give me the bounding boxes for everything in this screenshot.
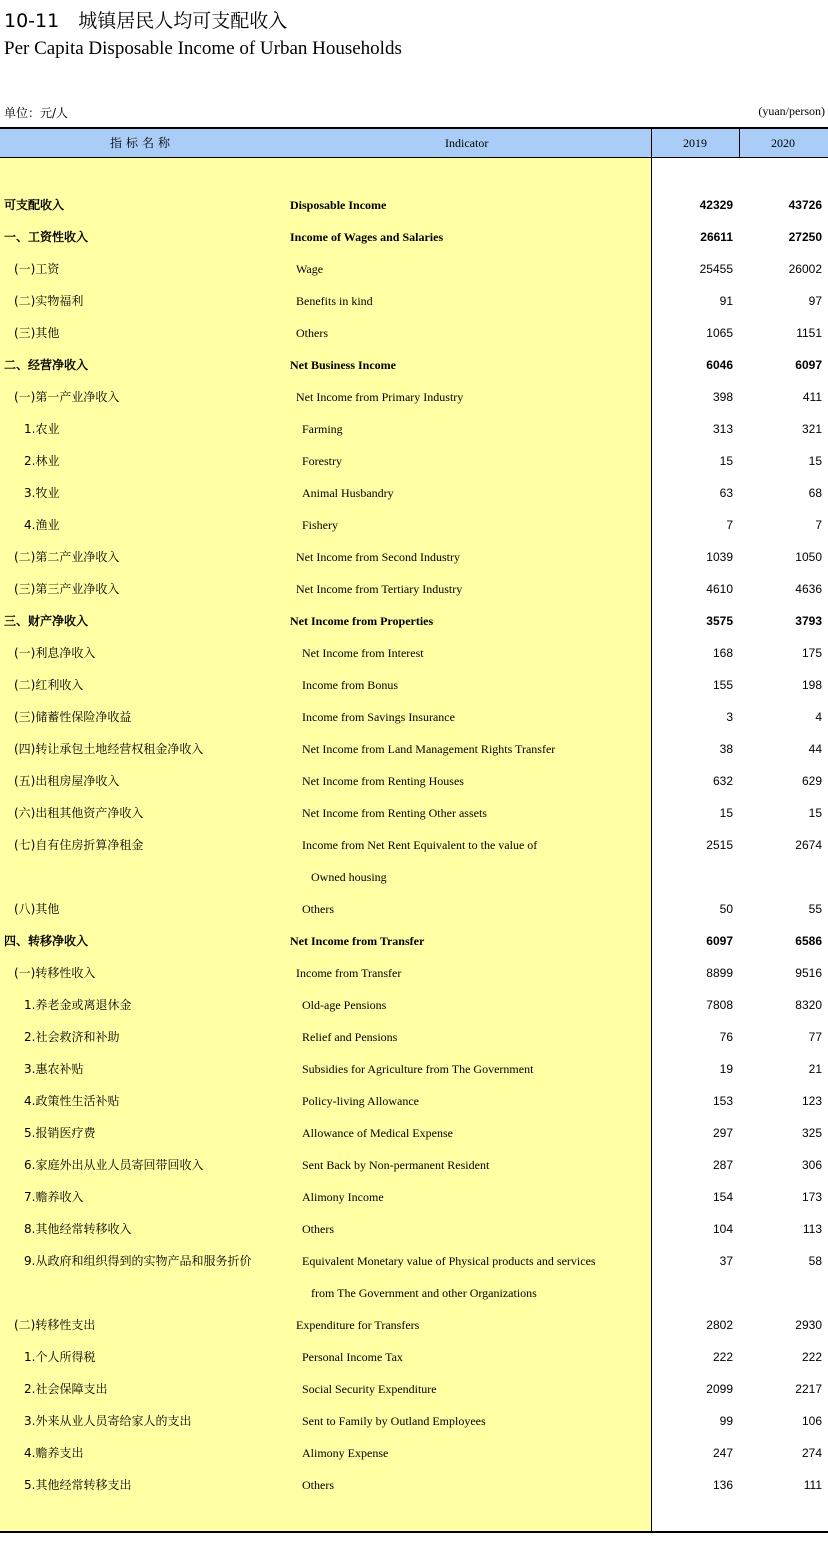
table-row [0,509,828,541]
indicator-en: Net Income from Renting Houses [302,774,464,788]
value-2019: 25455 [699,262,733,276]
header-year-2020: 2020 [771,136,795,150]
header-indicator-cn: 指标名称 [110,136,175,150]
indicator-cn: 可支配收入 [4,198,65,212]
value-2020: 306 [801,1158,822,1172]
table-row [0,1021,828,1053]
value-2020: 123 [801,1094,822,1108]
value-2019: 99 [719,1414,733,1428]
indicator-en: Net Income from Interest [302,646,424,660]
value-2020: 2217 [795,1382,822,1396]
indicator-cn: (七)自有住房折算净租金 [14,838,144,852]
value-2020: 44 [808,742,822,756]
value-2019: 63 [719,486,733,500]
table-row [0,1405,828,1437]
value-2020: 9516 [795,966,822,980]
indicator-en: Income from Net Rent Equivalent to the value of [302,838,538,852]
value-2020: 629 [801,774,822,788]
indicator-en: Equivalent Monetary value of Physical products and services [302,1254,596,1268]
indicator-en: Net Income from Transfer [290,934,425,948]
table-title-en: Per Capita Disposable Income of Urban Households [4,38,402,59]
indicator-cn: (三)储蓄性保险净收益 [14,710,132,724]
indicator-cn: 9.从政府和组织得到的实物产品和服务折价 [24,1254,252,1268]
value-2019: 76 [719,1030,733,1044]
value-2019: 168 [712,646,733,660]
value-2019: 15 [719,806,733,820]
indicator-en: Policy-living Allowance [302,1094,419,1108]
value-2019: 19 [719,1062,733,1076]
indicator-en: Sent Back by Non-permanent Resident [302,1158,490,1172]
indicator-en: Net Income from Land Management Rights Transfer [302,742,556,756]
indicator-en: Others [302,902,334,916]
table-row [0,189,828,221]
value-2020: 1151 [796,326,822,340]
indicator-cn: (一)利息净收入 [14,646,96,660]
indicator-en: Old-age Pensions [302,998,387,1012]
value-2020: 58 [808,1254,822,1268]
table-row [0,221,828,253]
indicator-en: Income of Wages and Salaries [290,230,444,244]
value-2020: 21 [808,1062,822,1076]
value-2020: 3793 [795,614,822,628]
indicator-en: Disposable Income [290,198,387,212]
indicator-en: Net Income from Properties [290,614,434,628]
value-2019: 2099 [706,1382,733,1396]
indicator-cn: 一、工资性收入 [4,230,89,244]
value-2019: 2802 [706,1318,733,1332]
unit-label-cn: 单位：元/人 [4,106,69,120]
value-2019: 297 [712,1126,733,1140]
table-row [0,1117,828,1149]
value-2019: 287 [712,1158,733,1172]
table-row [0,253,828,285]
table-row [0,733,828,765]
value-2019: 2515 [706,838,733,852]
table-row [0,445,828,477]
indicator-en: Others [296,326,328,340]
value-2019: 136 [712,1478,733,1492]
indicator-cn: 4.渔业 [24,518,60,532]
indicator-en: Alimony Expense [302,1446,389,1460]
table-row [0,1341,828,1373]
income-table [0,127,828,1533]
value-2019: 153 [712,1094,733,1108]
indicator-cn: 3.外来从业人员寄给家人的支出 [24,1414,192,1428]
value-2019: 313 [712,422,733,436]
table-row [0,765,828,797]
indicator-en: Others [302,1222,334,1236]
value-2020: 7 [815,518,822,532]
unit-label-en: (yuan/person) [758,104,825,118]
indicator-en: Owned housing [311,870,387,884]
value-2019: 1065 [706,326,733,340]
value-2019: 247 [712,1446,733,1460]
value-2020: 27250 [788,230,822,244]
indicator-cn: 1.个人所得税 [24,1350,96,1364]
indicator-cn: 三、财产净收入 [4,614,89,628]
value-2019: 3575 [706,614,733,628]
table-row [0,637,828,669]
value-2020: 15 [808,806,822,820]
indicator-cn: (一)转移性收入 [14,966,96,980]
value-2019: 37 [719,1254,733,1268]
value-2020: 106 [801,1414,822,1428]
indicator-cn: 5.报销医疗费 [24,1126,96,1140]
indicator-cn: 3.惠农补贴 [24,1062,84,1076]
table-row [0,1277,828,1309]
value-2020: 222 [801,1350,822,1364]
value-2019: 6097 [706,934,733,948]
indicator-cn: (五)出租房屋净收入 [14,774,120,788]
value-2019: 155 [712,678,733,692]
value-2020: 2674 [795,838,822,852]
table-title-cn: 10-11 城镇居民人均可支配收入 [4,10,288,32]
table-row [0,413,828,445]
value-2020: 6097 [795,358,822,372]
indicator-en: Income from Transfer [296,966,402,980]
table-row [0,285,828,317]
value-2020: 4636 [795,582,822,596]
table-bottom-rule [0,1531,828,1533]
indicator-cn: 4.赡养支出 [24,1446,84,1460]
table-row [0,1181,828,1213]
table-row [0,701,828,733]
table-row [0,349,828,381]
value-2020: 6586 [795,934,822,948]
table-row [0,925,828,957]
indicator-cn: 1.农业 [24,422,60,436]
indicator-en: Farming [302,422,343,436]
table-rows [0,189,828,1501]
value-2020: 68 [808,486,822,500]
value-2020: 26002 [788,262,822,276]
table-row [0,1053,828,1085]
value-2019: 42329 [699,198,733,212]
indicator-en: Personal Income Tax [302,1350,403,1364]
indicator-cn: 2.林业 [24,454,60,468]
value-2019: 15 [719,454,733,468]
value-2020: 198 [801,678,822,692]
indicator-cn: 6.家庭外出从业人员寄回带回收入 [24,1158,204,1172]
indicator-cn: (二)实物福利 [14,294,84,308]
value-2019: 3 [726,710,733,724]
table-row [0,1469,828,1501]
value-2019: 4610 [706,582,733,596]
value-2020: 55 [808,902,822,916]
indicator-en: Relief and Pensions [302,1030,398,1044]
table-row [0,1085,828,1117]
table-row [0,1309,828,1341]
table-row [0,957,828,989]
value-2020: 411 [802,390,822,404]
indicator-en: Net Income from Second Industry [296,550,460,564]
table-row [0,1373,828,1405]
indicator-cn: (三)其他 [14,326,60,340]
indicator-en: Animal Husbandry [302,486,394,500]
indicator-cn: (一)工资 [14,262,60,276]
indicator-en: Subsidies for Agriculture from The Government [302,1062,534,1076]
indicator-cn: (八)其他 [14,902,60,916]
indicator-cn: (六)出租其他资产净收入 [14,806,144,820]
value-2020: 274 [801,1446,822,1460]
indicator-cn: (一)第一产业净收入 [14,390,120,404]
value-2019: 104 [712,1222,733,1236]
table-body [0,158,828,1531]
value-2020: 325 [801,1126,822,1140]
table-row [0,797,828,829]
indicator-cn: (三)第三产业净收入 [14,582,120,596]
table-row [0,861,828,893]
value-2020: 113 [802,1222,822,1236]
value-2019: 7808 [706,998,733,1012]
table-row [0,1149,828,1181]
value-2020: 175 [801,646,822,660]
indicator-en: Social Security Expenditure [302,1382,437,1396]
value-2020: 321 [801,422,822,436]
table-row [0,829,828,861]
value-2019: 50 [719,902,733,916]
value-2019: 632 [712,774,733,788]
indicator-cn: 2.社会保障支出 [24,1382,108,1396]
table-row [0,1213,828,1245]
table-row [0,1245,828,1277]
value-2020: 43726 [788,198,822,212]
indicator-cn: 5.其他经常转移支出 [24,1478,132,1492]
indicator-en: Net Income from Tertiary Industry [296,582,463,596]
table-row [0,541,828,573]
value-2019: 222 [712,1350,733,1364]
indicator-cn: (二)红利收入 [14,678,84,692]
indicator-en: Others [302,1478,334,1492]
value-2019: 1039 [706,550,733,564]
value-2020: 4 [815,710,822,724]
table-row [0,605,828,637]
value-2019: 154 [712,1190,733,1204]
value-2020: 15 [808,454,822,468]
indicator-en: Alimony Income [302,1190,384,1204]
indicator-en: Allowance of Medical Expense [302,1126,453,1140]
table-row [0,477,828,509]
indicator-en: Net Business Income [290,358,397,372]
value-2019: 8899 [706,966,733,980]
indicator-en: Sent to Family by Outland Employees [302,1414,486,1428]
indicator-en: Benefits in kind [296,294,373,308]
indicator-en: Income from Savings Insurance [302,710,455,724]
indicator-en: Income from Bonus [302,678,398,692]
value-2019: 91 [719,294,733,308]
table-row [0,893,828,925]
indicator-cn: 四、转移净收入 [4,934,89,948]
table-row [0,1437,828,1469]
value-2019: 26611 [700,230,733,244]
table-row [0,317,828,349]
value-2019: 7 [726,518,733,532]
indicator-cn: 3.牧业 [24,486,60,500]
indicator-cn: 二、经营净收入 [4,358,89,372]
indicator-cn: 2.社会救济和补助 [24,1030,120,1044]
indicator-cn: 1.养老金或离退休金 [24,998,132,1012]
value-2020: 1050 [795,550,822,564]
value-2020: 2930 [795,1318,822,1332]
indicator-cn: (二)第二产业净收入 [14,550,120,564]
value-2020: 111 [803,1478,822,1492]
value-2019: 6046 [706,358,733,372]
header-year-2019: 2019 [683,136,707,150]
value-2020: 97 [808,294,822,308]
indicator-cn: (二)转移性支出 [14,1318,96,1332]
indicator-en: Forestry [302,454,342,468]
indicator-cn: 4.政策性生活补贴 [24,1094,120,1108]
value-2019: 398 [712,390,733,404]
indicator-en: Expenditure for Transfers [296,1318,420,1332]
value-2020: 77 [808,1030,822,1044]
value-2020: 8320 [795,998,822,1012]
value-2020: 173 [801,1190,822,1204]
indicator-en: Net Income from Primary Industry [296,390,464,404]
indicator-cn: 7.赡养收入 [24,1190,84,1204]
indicator-cn: 8.其他经常转移收入 [24,1222,132,1236]
table-header [0,129,828,158]
indicator-en: Net Income from Renting Other assets [302,806,487,820]
value-2019: 38 [719,742,733,756]
table-row [0,669,828,701]
table-row [0,573,828,605]
indicator-en: Fishery [302,518,338,532]
table-row [0,381,828,413]
indicator-en: from The Government and other Organizations [311,1286,537,1300]
indicator-cn: (四)转让承包土地经营权租金净收入 [14,742,204,756]
indicator-en: Wage [296,262,324,276]
table-row [0,989,828,1021]
header-indicator-en: Indicator [445,136,489,150]
